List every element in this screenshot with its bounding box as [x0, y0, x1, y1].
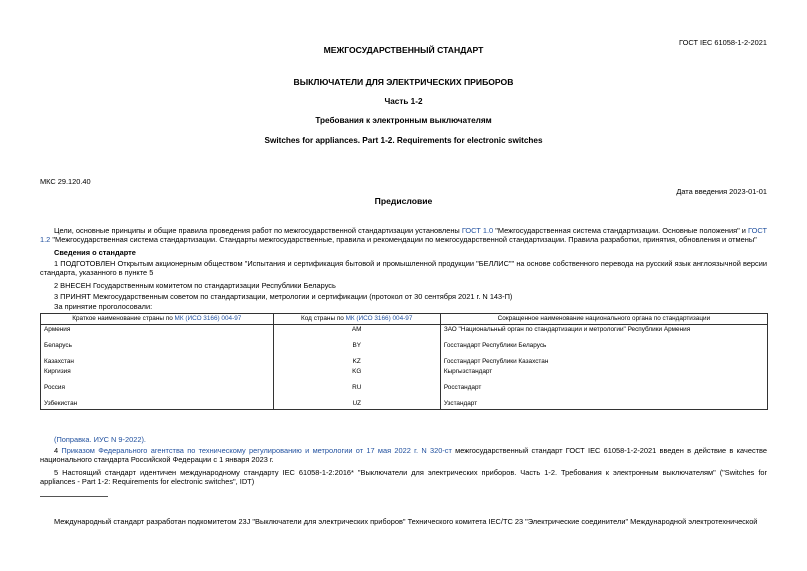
mks-code: МКС 29.120.40	[40, 177, 91, 186]
table-row	[41, 367, 768, 383]
table-row	[41, 399, 768, 410]
table-header-org: Сокращенное наименование национального органа по стандартизации	[440, 314, 767, 325]
country-cell: Казахстан	[41, 357, 274, 367]
code-cell: RU	[273, 383, 440, 399]
item-3: 3 ПРИНЯТ Межгосударственным советом по стандартизации, метрологии и сертификации (протокол от 30 сентября 2021 г. N 143-П)	[54, 292, 513, 301]
code-cell: UZ	[273, 399, 440, 410]
mk-iso-link[interactable]: МК (ИСО 3166) 004-97	[345, 315, 413, 322]
footnote-separator	[40, 496, 108, 497]
document-title: ВЫКЛЮЧАТЕЛИ ДЛЯ ЭЛЕКТРИЧЕСКИХ ПРИБОРОВ	[293, 77, 514, 87]
code-cell: KG	[273, 367, 440, 383]
amendment-note	[40, 435, 767, 444]
country-cell: Армения	[41, 325, 274, 341]
country-cell: Россия	[41, 383, 274, 399]
table-row	[41, 383, 768, 399]
code-cell: AM	[273, 325, 440, 341]
country-cell: Беларусь	[41, 341, 274, 357]
org-cell: Росстандарт	[440, 383, 767, 399]
document-title-english: Switches for appliances. Part 1-2. Requirements for electronic switches	[264, 136, 543, 145]
standard-type: МЕЖГОСУДАРСТВЕННЫЙ СТАНДАРТ	[323, 45, 484, 55]
order-link[interactable]: Приказом Федерального агентства по техническому регулированию и метрологии от 17 мая 2022 г. N 320-ст	[61, 446, 452, 455]
gost-1-0-link[interactable]: ГОСТ 1.0	[461, 226, 494, 235]
code-cell: KZ	[273, 357, 440, 367]
item-5: 5 Настоящий стандарт идентичен международному стандарту IEC 61058-1-2:2016* "Выключатели для электрических приборов. Часть 1-2. Требования к электронным выключателям" ("Switches for appliances - Part 1-2: Requirements for electronic switches", IDT)	[40, 468, 767, 487]
org-cell: Госстандарт Республики Беларусь	[440, 341, 767, 357]
document-part: Часть 1-2	[384, 97, 423, 106]
item-1: 1 ПОДГОТОВЛЕН Открытым акционерным обществом "Испытания и сертификация бытовой и промышленной продукции "БЕЛЛИС"" на основе собственного перевода на русский язык англоязычной версии стандарта, указанного в пункте 5	[40, 259, 767, 278]
document-subtitle: Требования к электронным выключателям	[315, 116, 492, 125]
table-row	[41, 357, 768, 367]
standard-info-heading: Сведения о стандарте	[54, 248, 136, 257]
item-4: 4 Приказом Федерального агентства по техническому регулированию и метрологии от 17 мая 2022 г. N 320-ст межгосударственный стандарт ГОСТ IEC 61058-1-2-2021 введен в действие в качестве национального стандарта Российской Федерации с 1 января 2023 г.	[40, 446, 767, 465]
org-cell: Кыргызстандарт	[440, 367, 767, 383]
table-row	[41, 341, 768, 357]
preface-intro: Цели, основные принципы и общие правила проведения работ по межгосударственной стандартизации установлены ГОСТ 1.0 "Межгосударственная система стандартизации. Основные положения" и ГОСТ 1.2 "Межгосударственная система стандартизации. Стандарты межгосударственные, правила и рекомендации по межгосударственной стандартизации. Правила разработки, принятия, обновления и отмены"	[40, 226, 767, 245]
footnote-text: Международный стандарт разработан подкомитетом 23J "Выключатели для электрических приборов" Технического комитета IEC/TC 23 "Электрические соединители" Международной электротехнической	[54, 517, 758, 526]
document-code: ГОСТ IEC 61058-1-2-2021	[679, 38, 767, 47]
item-2: 2 ВНЕСЕН Государственным комитетом по стандартизации Республики Беларусь	[54, 281, 336, 290]
effective-date: Дата введения 2023-01-01	[676, 187, 767, 196]
voting-table	[40, 313, 768, 410]
voted-label: За принятие проголосовали:	[54, 302, 153, 311]
table-header-country: Краткое наименование страны по МК (ИСО 3166) 004-97	[41, 314, 274, 325]
table-row	[41, 325, 768, 341]
org-cell: Узстандарт	[440, 399, 767, 410]
table-header-code: Код страны по МК (ИСО 3166) 004-97	[273, 314, 440, 325]
org-cell: ЗАО "Национальный орган по стандартизации и метрологии" Республики Армения	[440, 325, 767, 341]
country-cell: Узбекистан	[41, 399, 274, 410]
amendment-link[interactable]: (Поправка. ИУС N 9-2022).	[54, 435, 146, 444]
org-cell: Госстандарт Республики Казахстан	[440, 357, 767, 367]
preface-heading: Предисловие	[374, 196, 433, 206]
code-cell: BY	[273, 341, 440, 357]
mk-iso-link[interactable]: МК (ИСО 3166) 004-97	[174, 315, 242, 322]
gost-1-2-link[interactable]: ГОСТ 1.2	[40, 226, 767, 245]
country-cell: Киргизия	[41, 367, 274, 383]
